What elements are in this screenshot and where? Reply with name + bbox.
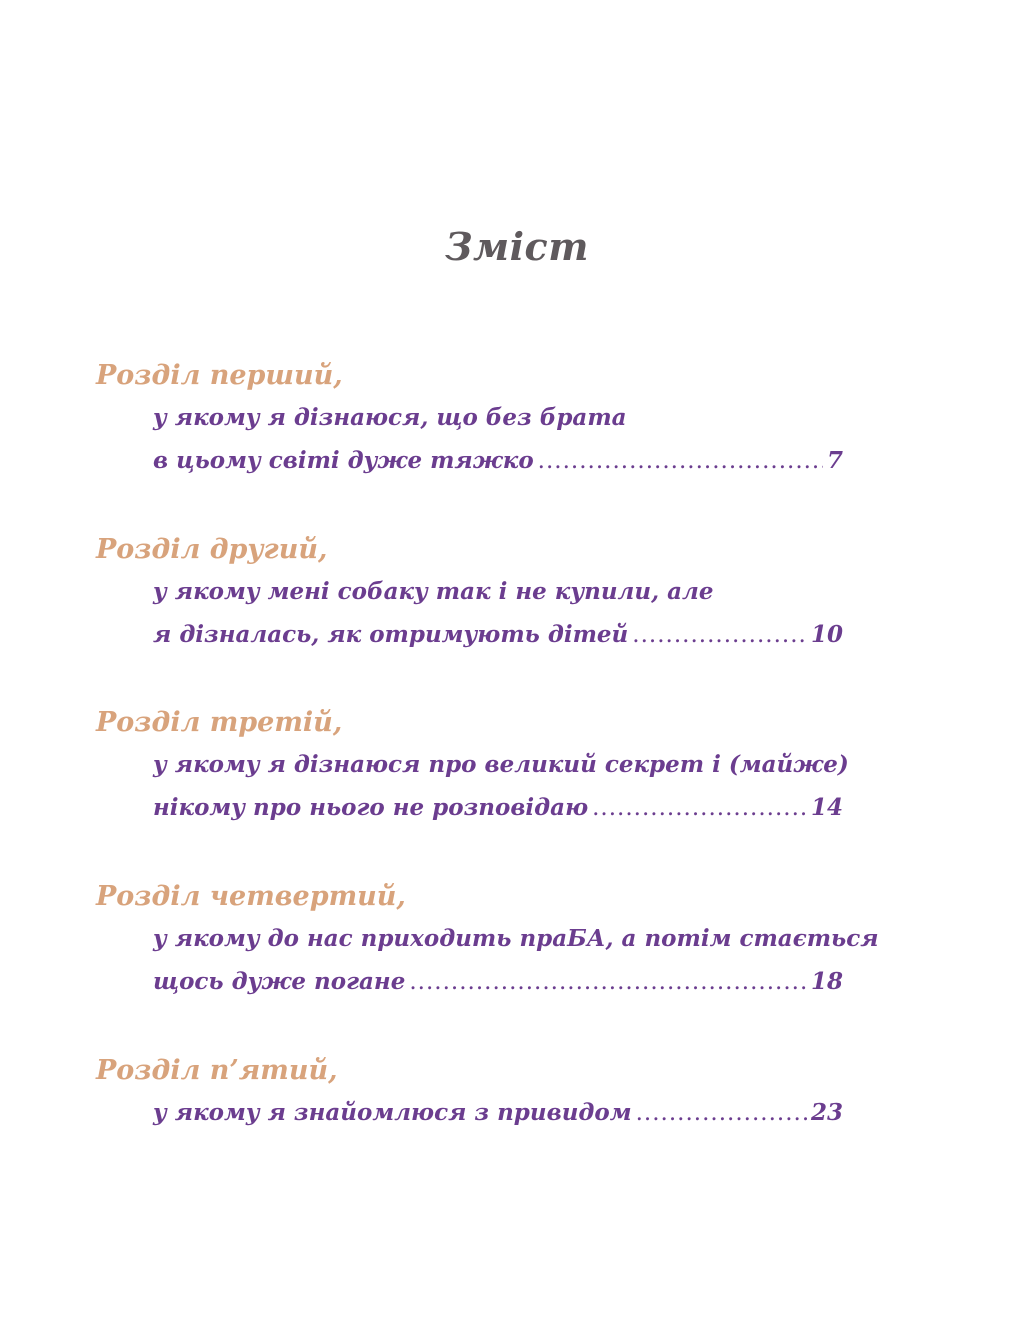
dot-leader: [538, 448, 823, 474]
page-number: 7: [826, 447, 843, 474]
dot-leader: [632, 622, 807, 648]
chapter-subtitle-last-line: [153, 447, 843, 474]
chapter-heading: Розділ третій,: [96, 707, 343, 738]
chapter-subtitle-text: у якому я знайомлюся з привидом: [153, 1099, 632, 1126]
page-title: Зміст: [445, 224, 589, 269]
page-number: 14: [810, 794, 843, 821]
chapter-subtitle-line: у якому мені собаку так і не купили, але: [153, 578, 714, 605]
page-number: 18: [810, 968, 843, 995]
dot-leader: [636, 1100, 807, 1126]
chapter-subtitle-last-line: [153, 621, 843, 648]
chapter-subtitle-text: в цьому світі дуже тяжко: [153, 447, 534, 474]
chapter-heading: Розділ четвертий,: [96, 881, 406, 912]
chapter-subtitle-line: у якому я дізнаюся про великий секрет і (майже): [153, 751, 849, 778]
dot-leader: [409, 969, 807, 995]
chapter-subtitle-line: у якому я дізнаюся, що без брата: [153, 404, 627, 431]
chapter-subtitle-line: у якому до нас приходить праБА, а потім стається: [153, 925, 879, 952]
page-number: 23: [810, 1099, 843, 1126]
page-number: 10: [810, 621, 843, 648]
chapter-subtitle-text: нікому про нього не розповідаю: [153, 794, 589, 821]
chapter-subtitle-text: щось дуже погане: [153, 968, 406, 995]
chapter-heading: Розділ другий,: [96, 534, 328, 565]
chapter-subtitle-last-line: [153, 968, 843, 995]
dot-leader: [592, 795, 807, 821]
chapter-subtitle-text: я дізналась, як отримують дітей: [153, 621, 629, 648]
chapter-heading: Розділ п’ятий,: [96, 1055, 338, 1086]
chapter-subtitle-last-line: [153, 794, 843, 821]
chapter-heading: Розділ перший,: [96, 360, 343, 391]
chapter-subtitle-last-line: [153, 1099, 843, 1126]
